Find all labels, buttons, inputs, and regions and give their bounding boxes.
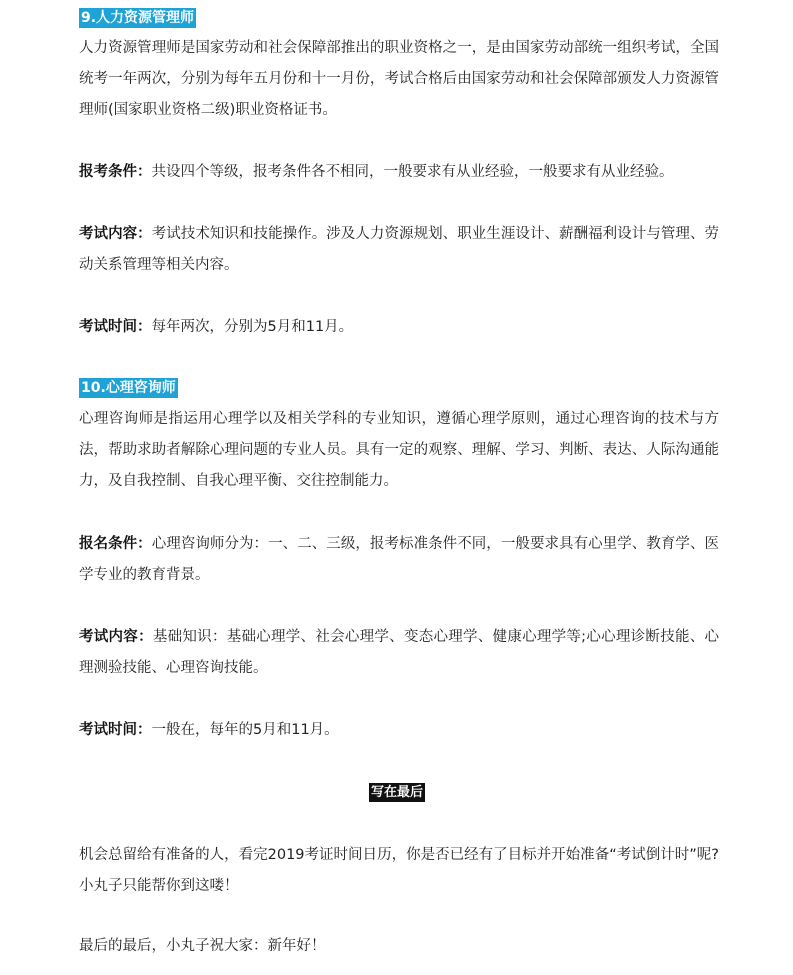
- closing-paragraph-2: 最后的最后，小丸子祝大家：新年好！: [79, 938, 326, 954]
- section-10-conditions: [79, 529, 719, 591]
- section-10-content-label: 考试内容：: [79, 629, 153, 645]
- section-9-conditions-text: 共设四个等级，报考条件各不相同，一般要求有从业经验，一般要求有从业经验。: [151, 164, 674, 180]
- closing-paragraph-1: 机会总留给有准备的人，看完2019考证时间日历，你是否已经有了目标并开始准备“考试倒计时”呢?小丸子只能帮你到这喽！: [79, 847, 719, 894]
- section-10-content: [79, 622, 719, 684]
- section-9-conditions-label: 报考条件：: [79, 164, 152, 180]
- section-10-conditions-label: 报名条件：: [79, 536, 152, 552]
- section-10-content-text: 基础知识：基础心理学、社会心理学、变态心理学、健康心理学等;心心理诊断技能、心理测验技能、心理咨询技能。: [79, 629, 720, 676]
- section-10-time-text: 一般在，每年的5月和11月。: [151, 722, 339, 738]
- section-9-content-label: 考试内容：: [79, 226, 152, 242]
- section-9-content-text: 考试技术知识和技能操作。涉及人力资源规划、职业生涯设计、薪酬福利设计与管理、劳动关系管理等相关内容。: [79, 226, 719, 273]
- section-10-time-label: 考试时间：: [79, 722, 152, 738]
- section-9-time-text: 每年两次，分别为5月和11月。: [151, 319, 354, 335]
- closing-title: 写在最后: [371, 785, 424, 800]
- section-9-content: [79, 219, 719, 281]
- section-10-conditions-text: 心理咨询师分为：一、二、三级，报考标准条件不同，一般要求具有心里学、教育学、医学专业的教育背景。: [79, 536, 719, 583]
- section-10-heading: 10.心理咨询师: [81, 380, 176, 396]
- section-9-heading: 9.人力资源管理师: [81, 10, 195, 26]
- section-9-time: [79, 312, 719, 343]
- section-9-conditions: [79, 157, 719, 188]
- section-9-time-label: 考试时间：: [79, 319, 152, 335]
- section-10-intro: 心理咨询师是指运用心理学以及相关学科的专业知识，遵循心理学原则，通过心理咨询的技术与方法，帮助求助者解除心理问题的专业人员。具有一定的观察、理解、学习、判断、表达、人际沟通能力，及自我控制、自我心理平衡、交往控制能力。: [79, 411, 719, 489]
- section-10-time: [79, 715, 719, 746]
- section-9-intro: 人力资源管理师是国家劳动和社会保障部推出的职业资格之一，是由国家劳动部统一组织考试，全国统考一年两次，分别为每年五月份和十一月份，考试合格后由国家劳动和社会保障部颁发人力资源管理师(国家职业资格二级)职业资格证书。: [79, 40, 719, 118]
